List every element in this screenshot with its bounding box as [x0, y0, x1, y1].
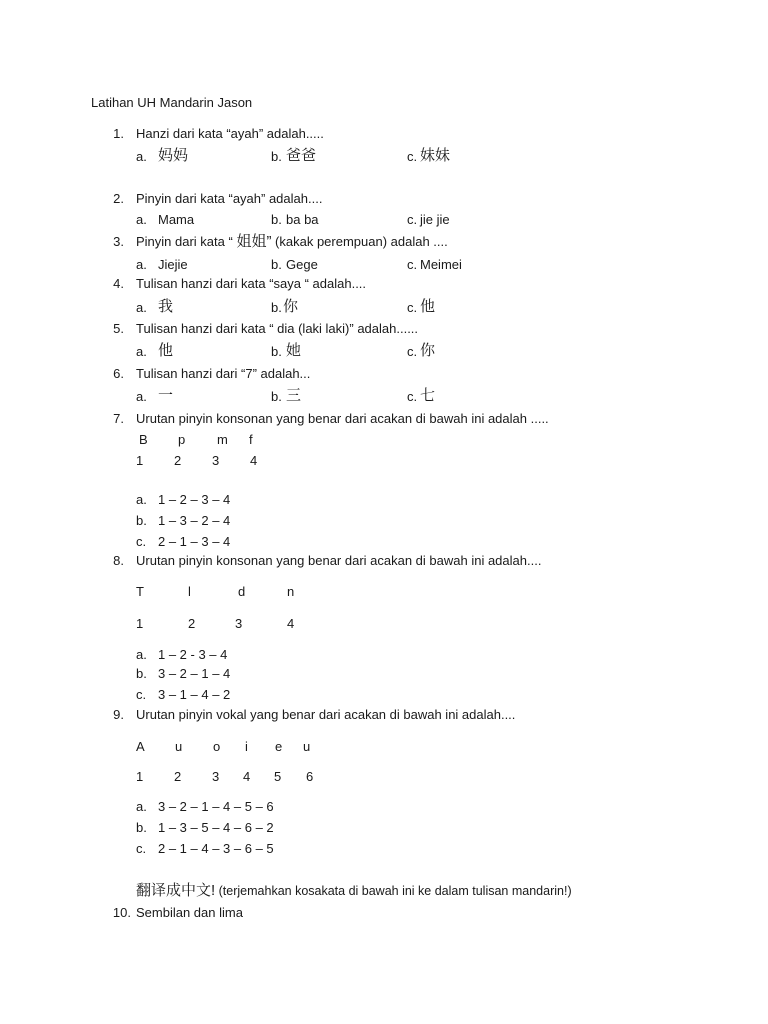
question-2-number: 2. [113, 191, 124, 206]
question-4-text: Tulisan hanzi dari kata “saya “ adalah.... [136, 276, 367, 291]
question-3-text [136, 234, 448, 250]
question-9-number: 9. [113, 707, 124, 722]
q3-option-a-letter: a. [136, 257, 147, 272]
q7-option-c-letter: c. [136, 534, 147, 549]
q5-option-b-value: 她 [286, 342, 302, 359]
q6-option-b-letter: b. [271, 389, 282, 404]
question-7-text: Urutan pinyin konsonan yang benar dari acakan di bawah ini adalah ..... [136, 411, 549, 426]
question-6-number: 6. [113, 366, 124, 381]
question-6-text: Tulisan hanzi dari “7” adalah... [136, 366, 311, 381]
q4-option-a-letter: a. [136, 300, 147, 315]
q8-option-c-value: 3 – 1 – 4 – 2 [158, 687, 231, 702]
q8-letter-3: d [238, 584, 246, 599]
q7-digit-4: 4 [250, 453, 258, 468]
q3-option-b-letter: b. [271, 257, 282, 272]
q9-letter-4: i [245, 739, 248, 754]
q6-option-c-letter: c. [407, 389, 418, 404]
q8-digit-3: 3 [235, 616, 243, 631]
q9-option-c-letter: c. [136, 841, 147, 856]
q7-option-b-letter: b. [136, 513, 147, 528]
q1-option-b-letter: b. [271, 149, 282, 164]
q7-digit-3: 3 [212, 453, 220, 468]
q9-letter-6: u [303, 739, 311, 754]
question-9-text: Urutan pinyin vokal yang benar dari acakan di bawah ini adalah.... [136, 707, 516, 722]
q8-digit-2: 2 [188, 616, 196, 631]
translate-section [136, 883, 572, 899]
q8-option-c-letter: c. [136, 687, 147, 702]
question-1-number: 1. [113, 126, 124, 141]
q1-option-b-value: 爸爸 [286, 147, 317, 164]
q5-option-b-letter: b. [271, 344, 282, 359]
q7-letter-2: p [178, 432, 186, 447]
q3-option-c-value: Meimei [420, 257, 462, 272]
q9-option-b-value: 1 – 3 – 5 – 4 – 6 – 2 [158, 820, 274, 835]
q4-option-a-value: 我 [158, 298, 174, 315]
q5-option-a-value: 他 [158, 342, 174, 359]
q8-letter-2: l [188, 584, 191, 599]
q8-letter-1: T [136, 584, 144, 599]
q8-option-b-value: 3 – 2 – 1 – 4 [158, 666, 231, 681]
q4-option-c-letter: c. [407, 300, 418, 315]
q9-letter-5: e [275, 739, 283, 754]
q3-option-b-value: Gege [286, 257, 318, 272]
q3-option-a-value: Jiejie [158, 257, 188, 272]
q9-digit-4: 4 [243, 769, 251, 784]
q8-letter-4: n [287, 584, 295, 599]
q1-option-c-value: 妹妹 [420, 147, 451, 164]
q9-digit-2: 2 [174, 769, 182, 784]
q4-option-b-letter: b. [271, 300, 282, 315]
q7-digit-1: 1 [136, 453, 144, 468]
question-8-number: 8. [113, 553, 124, 568]
q7-option-a-letter: a. [136, 492, 147, 507]
q9-letter-3: o [213, 739, 221, 754]
question-10-text: Sembilan dan lima [136, 905, 243, 920]
q7-option-a-value: 1 – 2 – 3 – 4 [158, 492, 231, 507]
question-2-text: Pinyin dari kata “ayah” adalah.... [136, 191, 323, 206]
q7-letter-1: B [139, 432, 148, 447]
q9-option-a-value: 3 – 2 – 1 – 4 – 5 – 6 [158, 799, 274, 814]
q5-option-a-letter: a. [136, 344, 147, 359]
q9-digit-5: 5 [274, 769, 282, 784]
q4-option-b-value: 你 [283, 298, 299, 315]
question-4-number: 4. [113, 276, 124, 291]
q9-digit-1: 1 [136, 769, 144, 784]
q3-text-after: (kakak perempuan) adalah .... [271, 234, 448, 249]
q9-digit-3: 3 [212, 769, 220, 784]
q8-option-b-letter: b. [136, 666, 147, 681]
q2-option-b-value: ba ba [286, 212, 319, 227]
q9-digit-6: 6 [306, 769, 314, 784]
q6-option-c-value: 七 [420, 387, 436, 404]
q1-option-a-letter: a. [136, 149, 147, 164]
q5-option-c-letter: c. [407, 344, 418, 359]
translate-heading: 翻译成中文! [136, 882, 216, 899]
q6-option-a-letter: a. [136, 389, 147, 404]
q7-option-b-value: 1 – 3 – 2 – 4 [158, 513, 231, 528]
q2-option-c-value: jie jie [420, 212, 450, 227]
q9-option-a-letter: a. [136, 799, 147, 814]
q2-option-c-letter: c. [407, 212, 418, 227]
q8-digit-1: 1 [136, 616, 144, 631]
q9-letter-2: u [175, 739, 183, 754]
q9-letter-1: A [136, 739, 145, 754]
q3-text-hanzi: 姐姐” [236, 233, 272, 250]
question-3-number: 3. [113, 234, 124, 249]
q3-text-before: Pinyin dari kata “ [136, 234, 237, 249]
q7-digit-2: 2 [174, 453, 182, 468]
q8-option-a-value: 1 – 2 - 3 – 4 [158, 647, 228, 662]
q2-option-a-value: Mama [158, 212, 195, 227]
question-8-text: Urutan pinyin konsonan yang benar dari acakan di bawah ini adalah.... [136, 553, 542, 568]
translate-instruction: (terjemahkan kosakata di bawah ini ke dalam tulisan mandarin!) [215, 884, 572, 898]
q7-letter-4: f [249, 432, 253, 447]
q6-option-a-value: 一 [158, 387, 174, 404]
q8-digit-4: 4 [287, 616, 295, 631]
q1-option-c-letter: c. [407, 149, 418, 164]
q8-option-a-letter: a. [136, 647, 147, 662]
q3-option-c-letter: c. [407, 257, 418, 272]
document-title: Latihan UH Mandarin Jason [91, 95, 253, 110]
question-1-text: Hanzi dari kata “ayah” adalah..... [136, 126, 324, 141]
question-5-number: 5. [113, 321, 124, 336]
q1-option-a-value: 妈妈 [158, 147, 189, 164]
q7-letter-3: m [217, 432, 228, 447]
question-5-text: Tulisan hanzi dari kata “ dia (laki laki)” adalah...... [136, 321, 419, 336]
q2-option-b-letter: b. [271, 212, 282, 227]
q5-option-c-value: 你 [420, 342, 436, 359]
q7-option-c-value: 2 – 1 – 3 – 4 [158, 534, 231, 549]
question-10-number: 10. [112, 905, 131, 920]
q4-option-c-value: 他 [420, 298, 436, 315]
q2-option-a-letter: a. [136, 212, 147, 227]
question-7-number: 7. [113, 411, 124, 426]
q9-option-b-letter: b. [136, 820, 147, 835]
q6-option-b-value: 三 [286, 387, 302, 404]
q9-option-c-value: 2 – 1 – 4 – 3 – 6 – 5 [158, 841, 274, 856]
